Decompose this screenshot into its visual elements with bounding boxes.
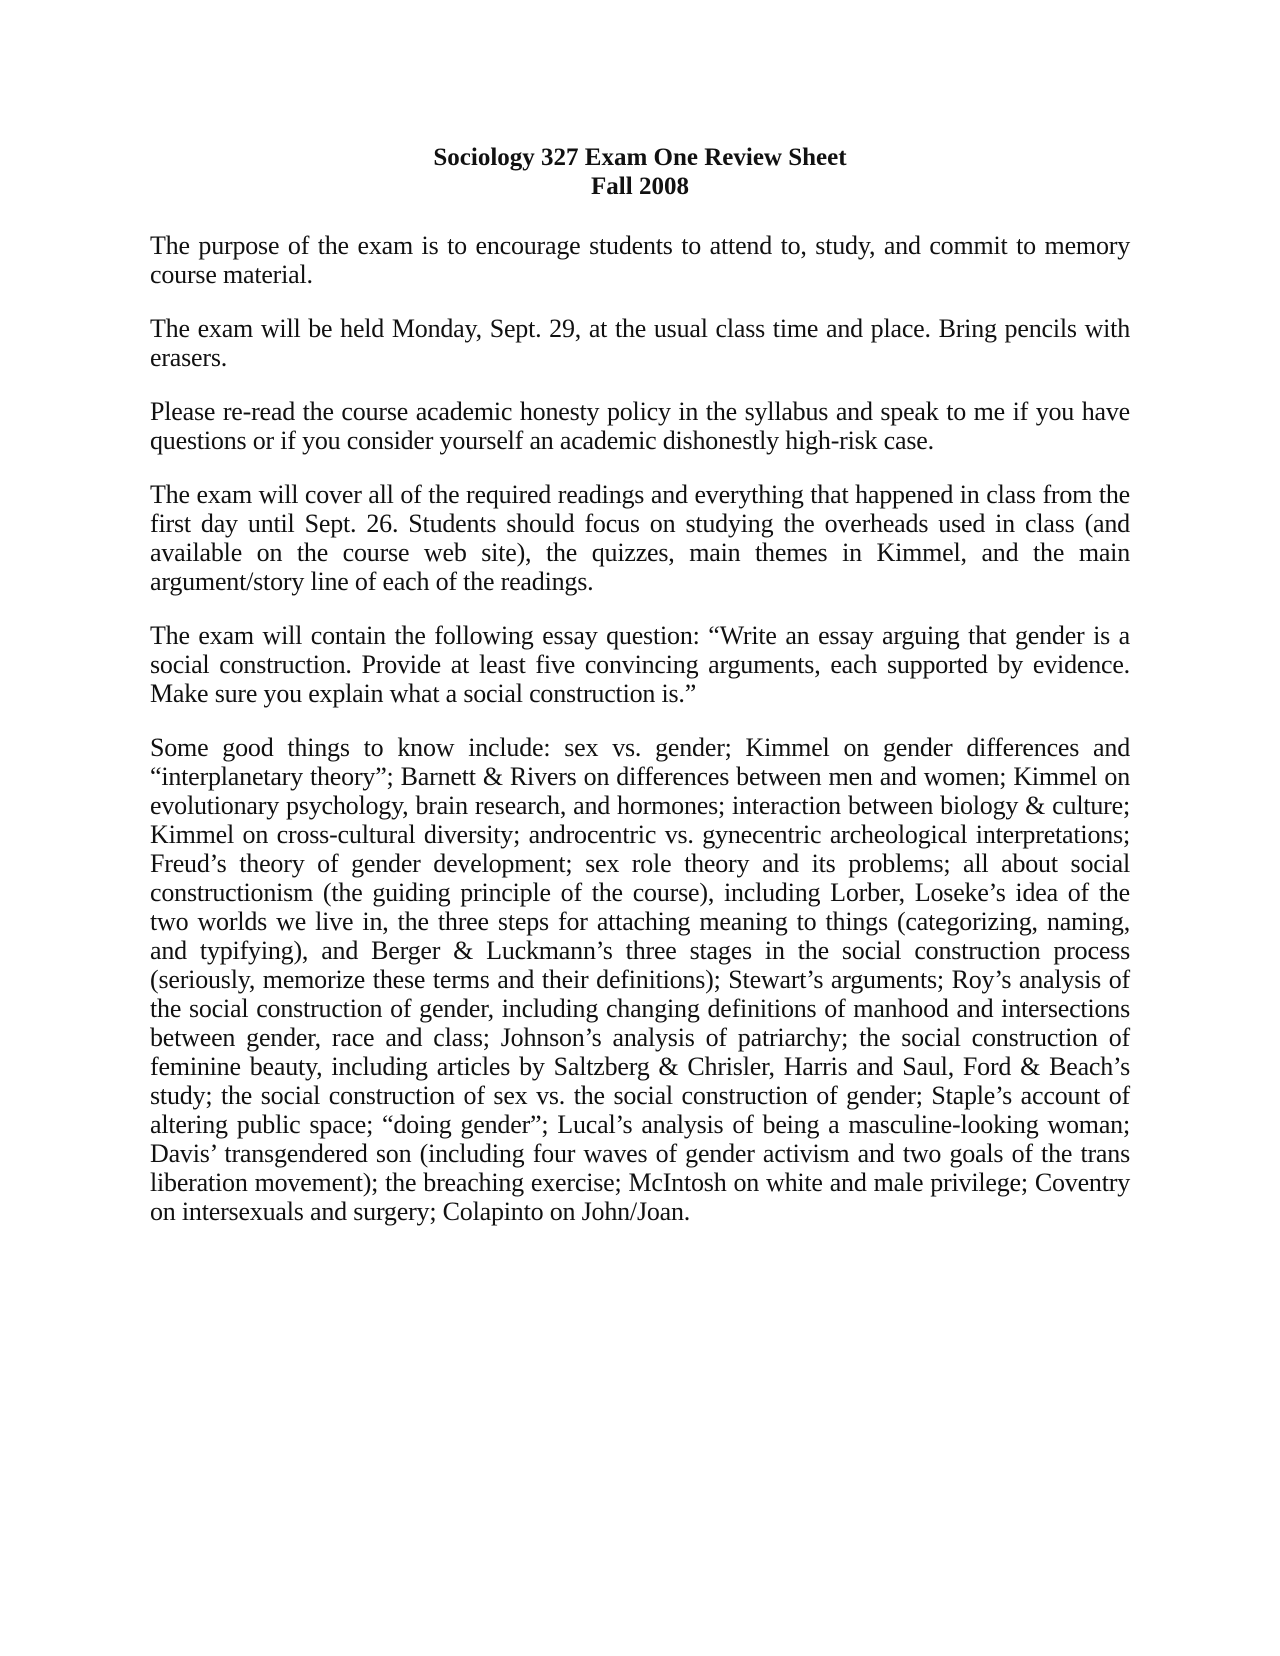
- document-title: Sociology 327 Exam One Review Sheet: [433, 144, 847, 171]
- document-body: [150, 231, 1130, 1251]
- paragraph-purpose: The purpose of the exam is to encourage students to attend to, study, and commit to memory course material.: [150, 231, 1130, 289]
- paragraph-honesty-policy: Please re-read the course academic honesty policy in the syllabus and speak to me if you have questions or if you consider yourself an academic dishonestly high-risk case.: [150, 397, 1130, 455]
- title-block: [150, 143, 1130, 201]
- paragraph-coverage: The exam will cover all of the required readings and everything that happened in class from the first day until Sept. 26. Students should focus on studying the overheads used in class (and available on the course web site), the quizzes, main themes in Kimmel, and the main argument/story line of each of the readings.: [150, 480, 1130, 596]
- paragraph-topics: Some good things to know include: sex vs. gender; Kimmel on gender differences and “interplanetary theory”; Barnett & Rivers on differences between men and women; Kimmel on evolutionary psychology, brain research, and hormones; interaction between biology & culture; Kimmel on cross-cultural diversity; androcentric vs. gynecentric archeological interpretations; Freud’s theory of gender development; sex role theory and its problems; all about social constructionism (the guiding principle of the course), including Lorber, Loseke’s idea of the two worlds we live in, the three steps for attaching meaning to things (categorizing, naming, and typifying), and Berger & Luckmann’s three stages in the social construction process (seriously, memorize these terms and their definitions); Stewart’s arguments; Roy’s analysis of the social construction of gender, including changing definitions of manhood and intersections between gender, race and class; Johnson’s analysis of patriarchy; the social construction of feminine beauty, including articles by Saltzberg & Chrisler, Harris and Saul, Ford & Beach’s study; the social construction of sex vs. the social construction of gender; Staple’s account of altering public space; “doing gender”; Lucal’s analysis of being a masculine-looking woman; Davis’ transgendered son (including four waves of gender activism and two goals of the trans liberation movement); the breaching exercise; McIntosh on white and male privilege; Coventry on intersexuals and surgery; Colapinto on John/Joan.: [150, 733, 1130, 1226]
- paragraph-exam-date: The exam will be held Monday, Sept. 29, at the usual class time and place. Bring pencils with erasers.: [150, 314, 1130, 372]
- document-subtitle: Fall 2008: [591, 173, 689, 200]
- paragraph-essay-question: The exam will contain the following essay question: “Write an essay arguing that gender is a social construction. Provide at least five convincing arguments, each supported by evidence. Make sure you explain what a social construction is.”: [150, 621, 1130, 708]
